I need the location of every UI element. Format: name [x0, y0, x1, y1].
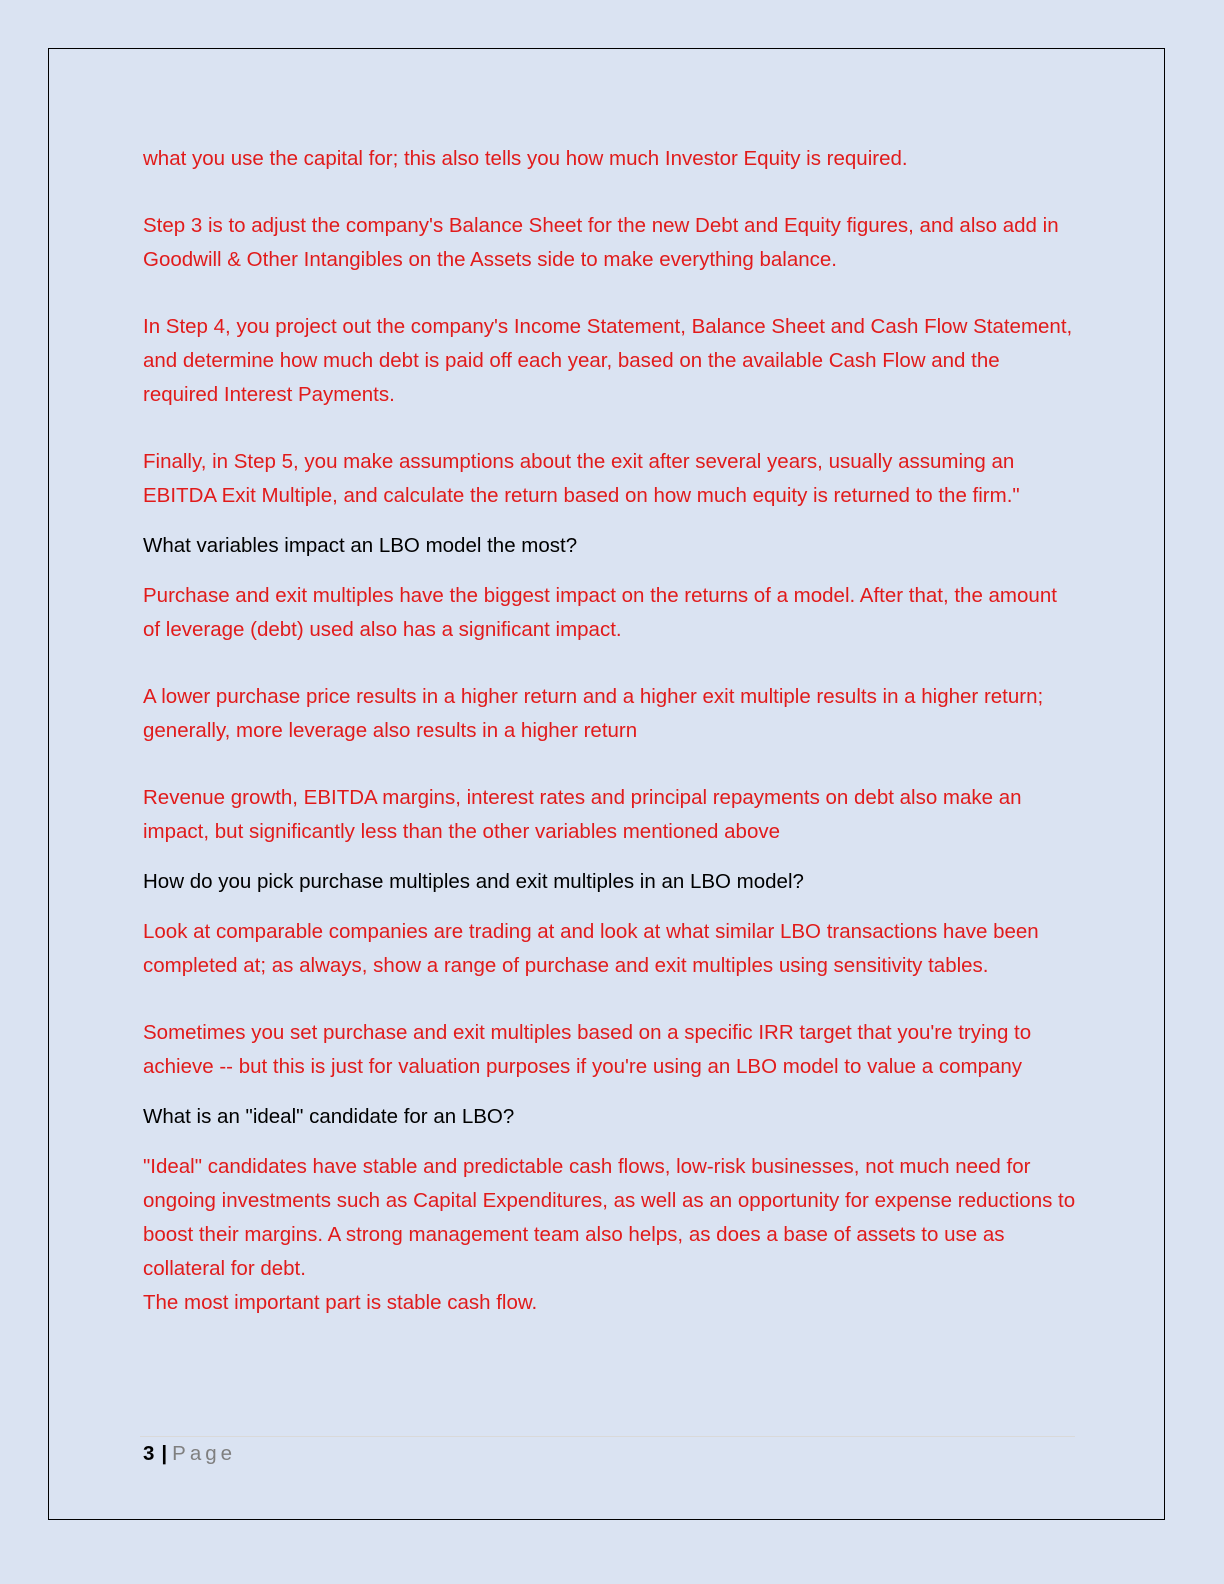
footer-divider	[140, 1436, 1075, 1437]
answer-paragraph: Purchase and exit multiples have the biggest impact on the returns of a model. After that, the amount of leverage (debt) used also has a significant impact.	[143, 584, 1057, 641]
question-heading: How do you pick purchase multiples and exit multiples in an LBO model?	[143, 870, 804, 893]
answer-paragraph: Sometimes you set purchase and exit multiples based on a specific IRR target that you're trying to achieve -- but this is just for valuation purposes if you're using an LBO model to value a company	[143, 1021, 1032, 1078]
answer-paragraph: Revenue growth, EBITDA margins, interest rates and principal repayments on debt also make an impact, but significantly less than the other variables mentioned above	[143, 786, 1022, 843]
page-footer	[143, 1440, 236, 1468]
answer-paragraph: "Ideal" candidates have stable and predictable cash flows, low-risk businesses, not much need for ongoing investments such as Capital Expenditures, as well as an opportunity for expense reductions to boost their margins. A strong management team also helps, as does a base of assets to use as collateral for debt.	[143, 1155, 1076, 1280]
footer-separator: |	[161, 1442, 168, 1465]
page-number: 3	[143, 1442, 155, 1465]
answer-paragraph: what you use the capital for; this also tells you how much Investor Equity is required.	[143, 147, 908, 170]
answer-paragraph: Finally, in Step 5, you make assumptions about the exit after several years, usually assuming an EBITDA Exit Multiple, and calculate the return based on how much equity is returned to the firm."	[143, 450, 1020, 507]
answer-paragraph: A lower purchase price results in a higher return and a higher exit multiple results in a higher return; generally, more leverage also results in a higher return	[143, 685, 1044, 742]
document-body	[143, 142, 1078, 1320]
answer-paragraph: Step 3 is to adjust the company's Balance Sheet for the new Debt and Equity figures, and also add in Goodwill & Other Intangibles on the Assets side to make everything balance.	[143, 214, 1059, 271]
answer-paragraph: Look at comparable companies are trading at and look at what similar LBO transactions have been completed at; as always, show a range of purchase and exit multiples using sensitivity tables.	[143, 920, 1039, 977]
question-heading: What is an "ideal" candidate for an LBO?	[143, 1105, 515, 1128]
answer-paragraph: In Step 4, you project out the company's Income Statement, Balance Sheet and Cash Flow Statement, and determine how much debt is paid off each year, based on the available Cash Flow and the required Interest Payments.	[143, 315, 1073, 406]
page-label: Page	[172, 1442, 237, 1465]
question-heading: What variables impact an LBO model the most?	[143, 534, 578, 557]
answer-paragraph: The most important part is stable cash flow.	[143, 1291, 538, 1314]
